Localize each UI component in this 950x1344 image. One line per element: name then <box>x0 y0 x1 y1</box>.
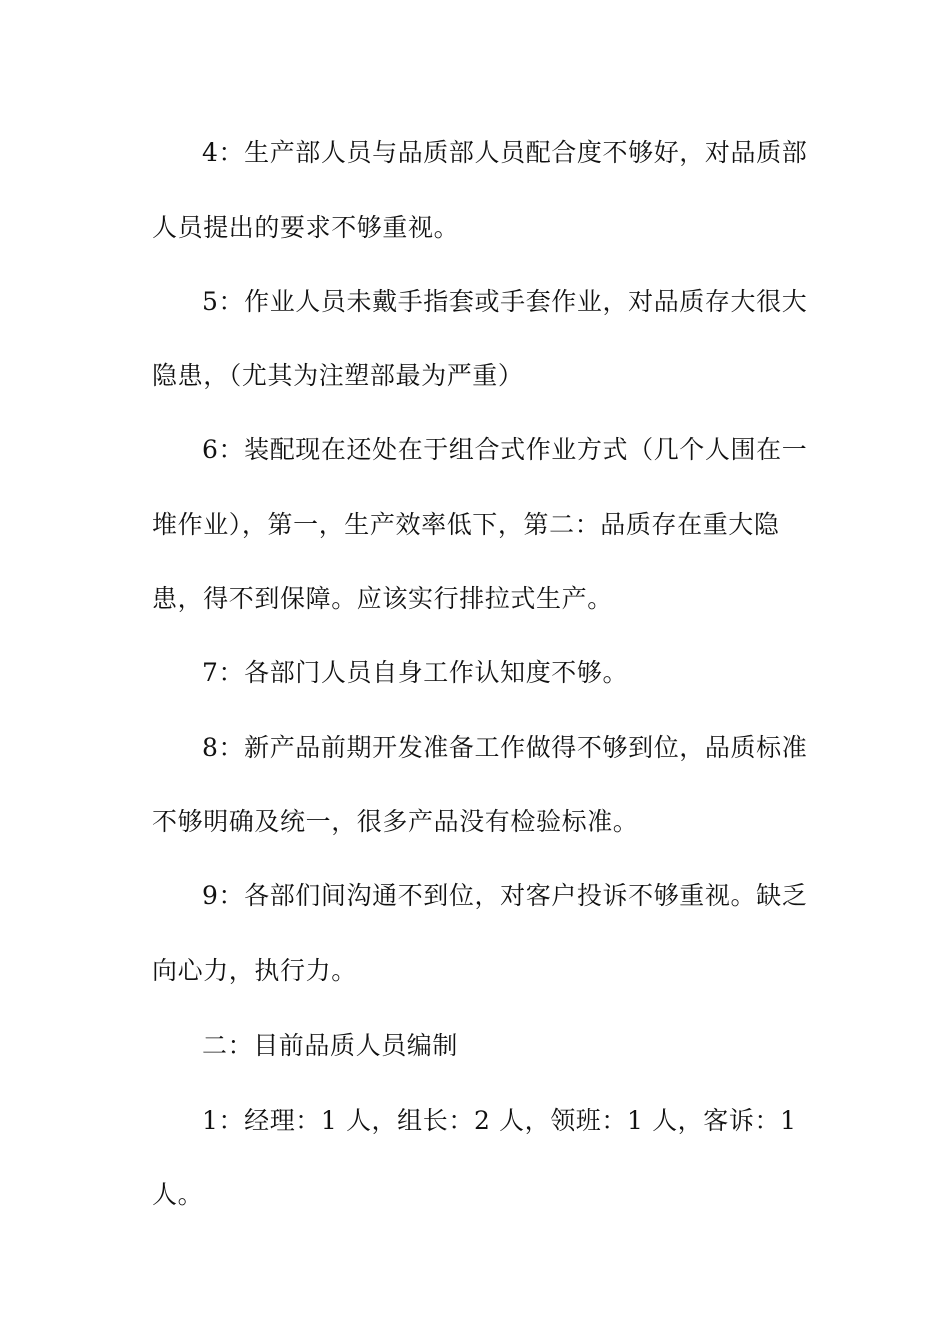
paragraph-4-line-2: 人员提出的要求不够重视。 <box>152 213 460 242</box>
paragraph-4-line-1: 4：生产部人员与品质部人员配合度不够好，对品质部 <box>202 138 808 167</box>
paragraph-6-line-2: 堆作业），第一，生产效率低下，第二：品质存在重大隐 <box>152 510 780 539</box>
paragraph-6-line-1: 6：装配现在还处在于组合式作业方式（几个人围在一 <box>202 435 808 464</box>
staffing-line-2: 人。 <box>152 1180 204 1209</box>
paragraph-5-line-2: 隐患，（尤其为注塑部最为严重） <box>152 361 524 390</box>
paragraph-7-line-1: 7：各部门人员自身工作认知度不够。 <box>202 658 629 687</box>
paragraph-5-line-1: 5：作业人员未戴手指套或手套作业，对品质存大很大 <box>202 287 808 316</box>
paragraph-8-line-1: 8：新产品前期开发准备工作做得不够到位，品质标准 <box>202 733 808 762</box>
section-heading-2: 二：目前品质人员编制 <box>202 1031 459 1060</box>
staffing-line-1: 1：经理：1 人，组长：2 人，领班：1 人，客诉：1 <box>202 1106 797 1135</box>
paragraph-8-line-2: 不够明确及统一，很多产品没有检验标准。 <box>152 807 639 836</box>
paragraph-9-line-1: 9：各部们间沟通不到位，对客户投诉不够重视。缺乏 <box>202 881 808 910</box>
paragraph-6-line-3: 患，得不到保障。应该实行排拉式生产。 <box>152 584 613 613</box>
paragraph-9-line-2: 向心力，执行力。 <box>152 956 357 985</box>
